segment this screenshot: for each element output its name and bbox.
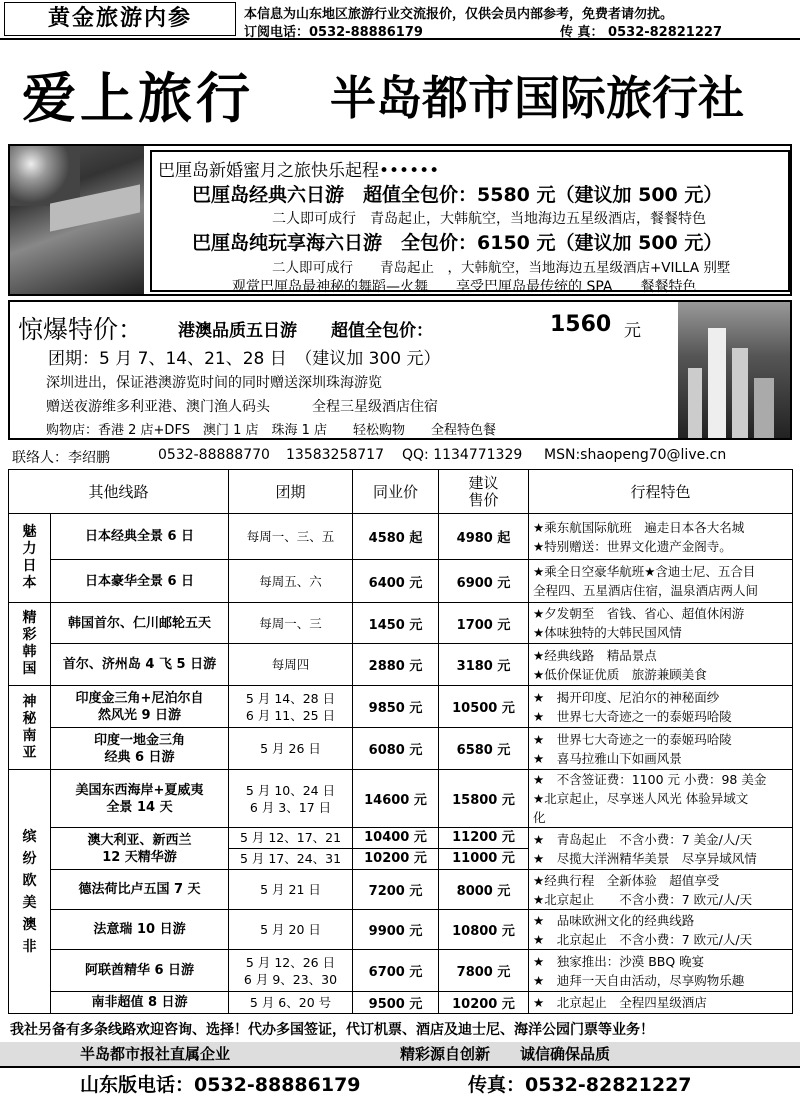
route-dates: 每周五、六 <box>229 560 353 603</box>
header-fax: 传 真： 0532-82821227 <box>560 25 722 40</box>
retail-price: 10200 元 <box>439 992 529 1014</box>
motto-right: 精彩源自创新 诚信确保品质 <box>400 1045 611 1063</box>
category-korea: 精 彩 韩 国 <box>9 603 51 686</box>
services-note: 我社另备有多条线路欢迎咨询、选择！代办多国签证，代订机票、酒店及迪士尼、海洋公园门票等业务！ <box>10 1022 654 1038</box>
feature-line: ★ 迪拜一天自由活动，尽享购物乐趣 <box>533 972 745 988</box>
trade-price: 4580 起 <box>353 514 439 560</box>
category-west: 缤 纷 欧 美 澳 非 <box>9 770 51 1014</box>
bali-classic-offer: 巴厘岛经典六日游 超值全包价：5580 元（建议加 500 元） <box>192 184 723 206</box>
footer-contact <box>0 1066 800 1100</box>
hk-dates: 团期：5 月 7、14、21、28 日 （建议加 300 元） <box>48 349 441 369</box>
route-dates: 5 月 12、26 日 6 月 9、23、30 <box>229 950 353 992</box>
feature-line: ★ 不含签证费：1100 元 小费：98 美金 <box>533 772 767 787</box>
route-name: 阿联酋精华 6 日游 <box>51 950 229 992</box>
feature-line: ★经典行程 全新体验 超值享受 <box>533 872 720 888</box>
table-row <box>9 950 793 992</box>
contact-msn: MSN:shaopeng70@live.cn <box>544 447 727 463</box>
price-line: 10200 元 <box>364 851 427 866</box>
table-row <box>9 770 793 828</box>
price-line: 11200 元 <box>439 828 528 849</box>
hk-detail-3: 购物店：香港 2 店+DFS 澳门 1 店 珠海 1 店 轻松购物 全程特色餐 <box>46 423 497 438</box>
feature-line: ★ 世界七大奇迹之一的泰姬玛哈陵 <box>533 731 732 747</box>
route-dates: 5 月 14、28 日 6 月 11、25 日 <box>229 686 353 728</box>
retail-price: 4980 起 <box>439 514 529 560</box>
retail-price: 10800 元 <box>439 910 529 950</box>
header-strip <box>0 0 800 40</box>
contact-line <box>8 444 792 468</box>
hk-price: 1560 <box>550 312 612 337</box>
route-name: 首尔、济州岛 4 飞 5 日游 <box>51 644 229 686</box>
route-name: 法意瑞 10 日游 <box>51 910 229 950</box>
hk-product: 港澳品质五日游 超值全包价： <box>178 321 433 341</box>
price-line: 11000 元 <box>452 851 515 866</box>
feature-line: ★特别赠送：世界文化遗产金阁寺。 <box>533 538 732 554</box>
trade-price: 2880 元 <box>353 644 439 686</box>
feature-line: ★乘东航国际航班 遍走日本各大名城 <box>533 519 745 535</box>
col-header-trade-price: 同业价 <box>353 470 439 514</box>
slogan-title: 爱上旅行 <box>22 66 254 130</box>
retail-price: 7800 元 <box>439 950 529 992</box>
trade-price: 1450 元 <box>353 603 439 644</box>
contact-qq: QQ: 1134771329 <box>402 447 523 463</box>
retail-price: 1700 元 <box>439 603 529 644</box>
route-dates: 每周一、三 <box>229 603 353 644</box>
building-shape <box>688 368 702 438</box>
trade-price: 9900 元 <box>353 910 439 950</box>
building-shape <box>732 348 748 438</box>
route-name: 日本经典全景 6 日 <box>51 514 229 560</box>
route-features <box>529 603 793 644</box>
route-features <box>529 992 793 1014</box>
trade-price: 6700 元 <box>353 950 439 992</box>
hk-detail-1: 深圳进出，保证港澳游览时间的同时赠送深圳珠海游览 <box>46 375 382 391</box>
agency-name: 半岛都市国际旅行社 <box>330 71 744 125</box>
route-features <box>529 560 793 603</box>
table-row <box>9 728 793 770</box>
building-shape <box>754 378 774 438</box>
feature-line: ★ 尽揽大洋洲精华美景 尽享异域风情 <box>533 850 757 866</box>
motto-strip <box>0 1042 800 1066</box>
category-south-asia: 神 秘 南 亚 <box>9 686 51 770</box>
feature-line: ★ 揭开印度、尼泊尔的神秘面纱 <box>533 689 720 705</box>
retail-price: 10500 元 <box>439 686 529 728</box>
feature-line: ★ 品味欧洲文化的经典线路 <box>533 912 695 928</box>
table-row <box>9 870 793 910</box>
route-name: 澳大利亚、新西兰 12 天精华游 <box>51 828 229 870</box>
route-name: 印度一地金三角 经典 6 日游 <box>51 728 229 770</box>
feature-line: 全程四、五星酒店住宿，温泉酒店两人间 <box>533 583 759 598</box>
feature-line: ★乘全日空豪华航班★含迪士尼、五合目 <box>533 564 756 579</box>
route-name: 南非超值 8 日游 <box>51 992 229 1014</box>
col-header-route: 其他线路 <box>9 470 229 514</box>
table-row <box>9 910 793 950</box>
bali-text-box <box>150 150 790 295</box>
route-dates: 5 月 21 日 <box>229 870 353 910</box>
trade-price: 6400 元 <box>353 560 439 603</box>
hk-detail-2: 赠送夜游维多利亚港、澳门渔人码头 全程三星级酒店住宿 <box>46 399 438 415</box>
feature-line: ★ 世界七大奇迹之一的泰姬玛哈陵 <box>533 708 732 724</box>
feature-line: ★夕发朝至 省钱、省心、超值休闲游 <box>533 606 745 621</box>
feature-line: ★ 北京起止 全程四星级酒店 <box>533 995 707 1010</box>
feature-line: ★经典线路 精品景点 <box>533 647 657 663</box>
feature-line: ★体味独特的大韩民国风情 <box>533 625 682 640</box>
bali-photo <box>10 146 144 294</box>
retail-price <box>439 828 529 870</box>
trade-price: 7200 元 <box>353 870 439 910</box>
trade-price: 6080 元 <box>353 728 439 770</box>
tree-image <box>10 146 80 206</box>
route-name: 韩国首尔、仁川邮轮五天 <box>51 603 229 644</box>
price-line: 10400 元 <box>353 828 438 849</box>
contact-mobile: 13583258717 <box>286 447 384 463</box>
contact-phone: 0532-88888770 <box>158 447 270 463</box>
table-row <box>9 560 793 603</box>
retail-price: 6580 元 <box>439 728 529 770</box>
route-dates: 5 月 6、20 号 <box>229 992 353 1014</box>
trade-price <box>353 828 439 870</box>
route-name: 日本豪华全景 6 日 <box>51 560 229 603</box>
route-features <box>529 770 793 828</box>
feature-line: ★北京起止，尽享迷人风光 体验异域文 <box>533 791 749 806</box>
route-features <box>529 910 793 950</box>
route-name: 美国东西海岸+夏威夷 全景 14 天 <box>51 770 229 828</box>
table-row <box>9 992 793 1014</box>
contact-person: 联络人：李绍鹏 <box>12 450 110 466</box>
bali-intro: 巴厘岛新婚蜜月之旅快乐起程•••••• <box>158 161 440 181</box>
footer-fax: 传真：0532-82821227 <box>468 1074 692 1096</box>
trade-price: 9850 元 <box>353 686 439 728</box>
table-row <box>9 686 793 728</box>
retail-price: 3180 元 <box>439 644 529 686</box>
route-dates: 每周四 <box>229 644 353 686</box>
bali-classic-details: 二人即可成行 青岛起止，大韩航空，当地海边五星级酒店，餐餐特色 <box>272 211 706 227</box>
table-row <box>9 603 793 644</box>
motto-left: 半岛都市报社直属企业 <box>80 1045 231 1063</box>
trade-price: 9500 元 <box>353 992 439 1014</box>
subscribe-phone: 订阅电话：0532-88886179 <box>244 25 423 40</box>
route-features <box>529 514 793 560</box>
route-features <box>529 644 793 686</box>
route-features <box>529 828 793 870</box>
brand-name: 黄金旅游内参 <box>4 2 236 36</box>
feature-line: ★ 独家推出：沙漠 BBQ 晚宴 <box>533 953 705 969</box>
route-dates: 5 月 10、24 日 6 月 3、17 日 <box>229 770 353 828</box>
title-banner <box>0 48 800 140</box>
table-header-row <box>9 470 793 514</box>
bali-sea-offer: 巴厘岛纯玩享海六日游 全包价：6150 元（建议加 500 元） <box>192 232 723 254</box>
member-notice: 本信息为山东地区旅游行业交流报价，仅供会员内部参考，免费者请勿扰。 <box>244 7 674 22</box>
category-japan: 魅 力 日 本 <box>9 514 51 603</box>
feature-line: ★ 北京起止 不含小费：7 欧元/人/天 <box>533 931 753 947</box>
date-line: 5 月 12、17、21 <box>229 828 352 849</box>
retail-price: 6900 元 <box>439 560 529 603</box>
route-dates <box>229 828 353 870</box>
route-name: 印度金三角+尼泊尔自 然风光 9 日游 <box>51 686 229 728</box>
retail-price: 8000 元 <box>439 870 529 910</box>
bali-highlights: 观赏巴厘岛最神秘的舞蹈—火舞 享受巴厘岛最传统的 SPA 餐餐特色 <box>232 279 697 295</box>
bali-sea-details: 二人即可成行 青岛起止 ，大韩航空，当地海边五星级酒店+VILLA 别墅 <box>272 260 731 276</box>
footer-phone: 山东版电话：0532-88886179 <box>80 1074 361 1096</box>
building-shape <box>708 328 726 438</box>
bali-promo <box>8 144 792 296</box>
table-row <box>9 644 793 686</box>
table-row <box>9 514 793 560</box>
feature-line: ★ 喜马拉雅山下如画风景 <box>533 750 682 766</box>
feature-line: ★ 青岛起止 不含小费：7 美金/人/天 <box>533 831 753 847</box>
trade-price: 14600 元 <box>353 770 439 828</box>
feature-line: ★北京起止 不含小费：7 欧元/人/天 <box>533 891 753 907</box>
feature-line: 化 <box>533 810 546 825</box>
col-header-retail-price: 建议 售价 <box>439 470 529 514</box>
col-header-dates: 团期 <box>229 470 353 514</box>
special-offer-label: 惊爆特价： <box>18 315 144 344</box>
route-name: 德法荷比卢五国 7 天 <box>51 870 229 910</box>
route-features <box>529 686 793 728</box>
date-line: 5 月 17、24、31 <box>239 851 342 866</box>
hk-macau-promo <box>8 300 792 440</box>
hk-price-unit: 元 <box>624 321 641 341</box>
table-row <box>9 828 793 870</box>
route-features <box>529 870 793 910</box>
route-price-table <box>8 469 793 1014</box>
hk-skyline-photo <box>678 302 790 438</box>
route-dates: 5 月 26 日 <box>229 728 353 770</box>
route-features <box>529 950 793 992</box>
route-dates: 5 月 20 日 <box>229 910 353 950</box>
route-features <box>529 728 793 770</box>
route-dates: 每周一、三、五 <box>229 514 353 560</box>
retail-price: 15800 元 <box>439 770 529 828</box>
feature-line: ★低价保证优质 旅游兼顾美食 <box>533 666 707 682</box>
col-header-features: 行程特色 <box>529 470 793 514</box>
